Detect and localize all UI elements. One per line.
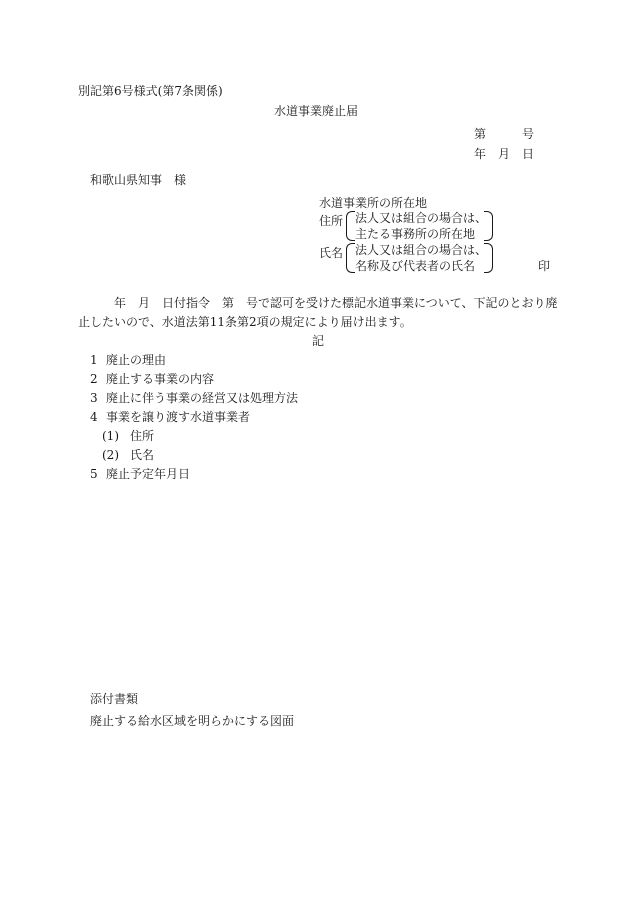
address-label: 住所 bbox=[319, 214, 344, 228]
sub-item-number: (1) bbox=[102, 429, 119, 443]
document-title: 水道事業廃止届 bbox=[274, 104, 359, 118]
right-bracket bbox=[484, 243, 493, 273]
list-item-number: 1 bbox=[90, 353, 98, 367]
addressee: 和歌山県知事 様 bbox=[90, 173, 187, 187]
ki-heading: 記 bbox=[312, 334, 325, 348]
list-item: 廃止予定年月日 bbox=[106, 467, 191, 481]
list-item-number: 5 bbox=[90, 467, 98, 481]
list-item-number: 3 bbox=[90, 391, 98, 405]
address-note-line-2: 主たる事務所の所在地 bbox=[355, 227, 476, 241]
sub-item: 氏名 bbox=[130, 448, 155, 462]
list-item-number: 2 bbox=[90, 372, 98, 386]
name-note-line-1: 法人又は組合の場合は、 bbox=[355, 243, 488, 257]
left-bracket bbox=[346, 243, 355, 273]
office-location-label: 水道事業所の所在地 bbox=[319, 196, 428, 210]
form-label: 別記第6号様式(第7条関係) bbox=[78, 84, 223, 98]
seal-mark: 印 bbox=[538, 259, 551, 273]
address-note-line-1: 法人又は組合の場合は、 bbox=[355, 211, 488, 225]
sub-item: 住所 bbox=[130, 429, 155, 443]
list-item: 廃止に伴う事業の経営又は処理方法 bbox=[106, 391, 299, 405]
list-item-number: 4 bbox=[90, 410, 98, 424]
number-line: 第 号 bbox=[474, 127, 535, 141]
name-label: 氏名 bbox=[319, 246, 344, 260]
sub-item-number: (2) bbox=[102, 448, 119, 462]
list-item: 事業を譲り渡す水道事業者 bbox=[106, 410, 251, 424]
list-item: 廃止する事業の内容 bbox=[106, 372, 215, 386]
right-bracket bbox=[484, 211, 493, 241]
left-bracket bbox=[346, 211, 355, 241]
date-line: 年 月 日 bbox=[474, 147, 535, 161]
body-paragraph: 年 月 日付指令 第 号で認可を受けた標記水道事業について、下記のとおり廃止したいので、水道法第11条第2項の規定により届け出ます。 bbox=[78, 296, 558, 329]
attachment-item: 廃止する給水区域を明らかにする図面 bbox=[90, 714, 295, 728]
attachments-heading: 添付書類 bbox=[90, 692, 139, 706]
list-item: 廃止の理由 bbox=[106, 353, 167, 367]
name-note-line-2: 名称及び代表者の氏名 bbox=[355, 259, 476, 273]
